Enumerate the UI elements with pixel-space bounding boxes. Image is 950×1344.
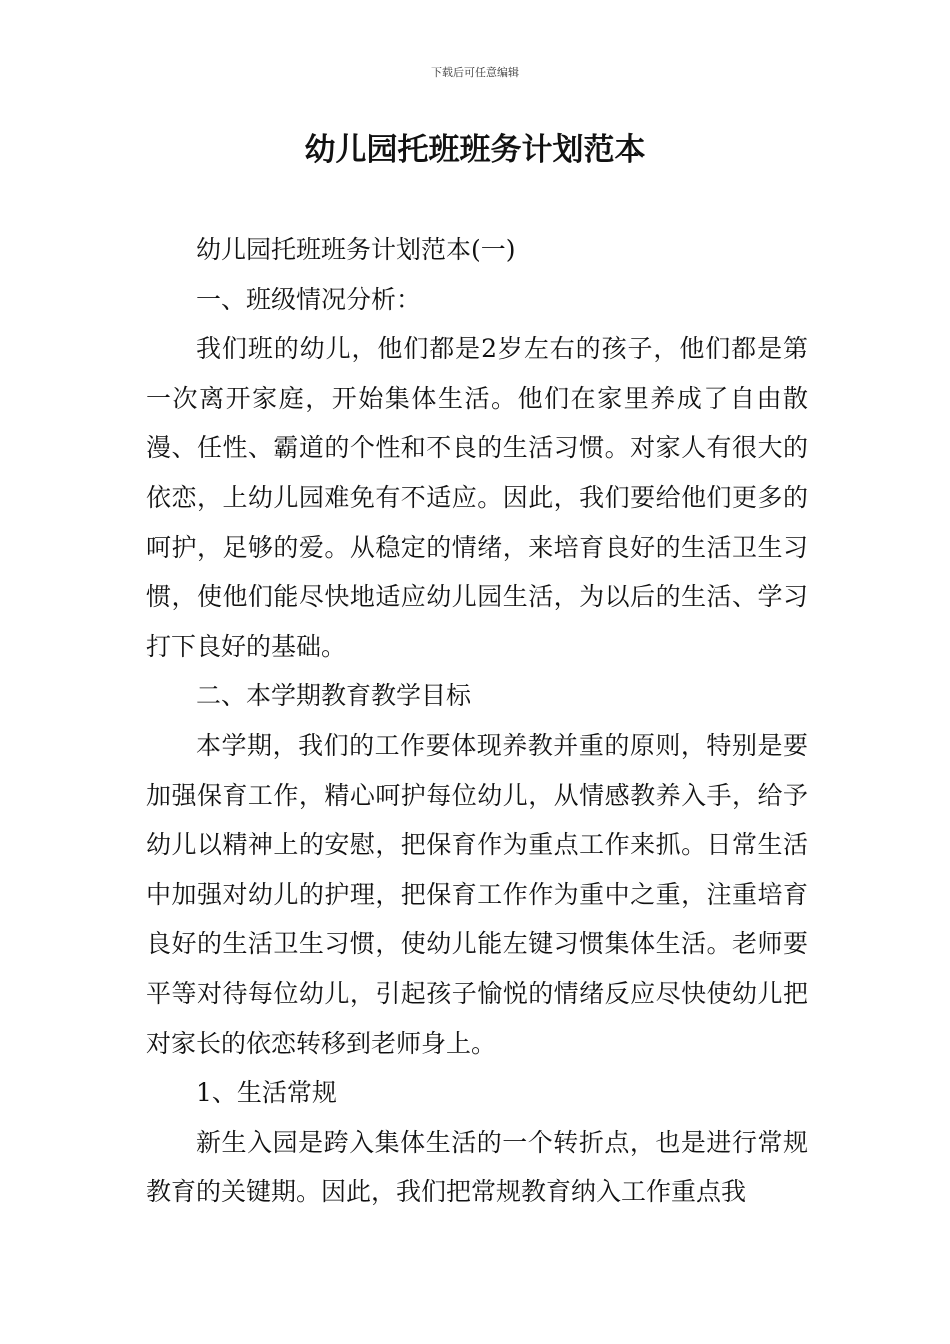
body-paragraph: 本学期，我们的工作要体现养教并重的原则，特别是要加强保育工作，精心呵护每位幼儿，从情感教养入手，给予幼儿以精神上的安慰，把保育作为重点工作来抓。日常生活中加强对幼儿的护理，把保育工作作为重中之重，注重培育良好的生活卫生习惯，使幼儿能左键习惯集体生活。老师要平等对待每位幼儿，引起孩子愉悦的情绪反应尽快使幼儿把对家长的依恋转移到老师身上。 — [146, 730, 808, 1058]
document-body — [146, 225, 808, 1217]
body-paragraph: 新生入园是跨入集体生活的一个转折点，也是进行常规教育的关键期。因此，我们把常规教育纳入工作重点我 — [146, 1127, 808, 1207]
body-paragraph: 我们班的幼儿，他们都是2岁左右的孩子，他们都是第一次离开家庭，开始集体生活。他们在家里养成了自由散漫、任性、霸道的个性和不良的生活习惯。对家人有很大的依恋，上幼儿园难免有不适应。因此，我们要给他们更多的呵护，足够的爱。从稳定的情绪，来培育良好的生活卫生习惯，使他们能尽快地适应幼儿园生活，为以后的生活、学习打下良好的基础。 — [146, 334, 808, 661]
subtitle-paragraph: 幼儿园托班班务计划范本(一) — [196, 235, 516, 264]
document-title: 幼儿园托班班务计划范本 — [304, 132, 646, 168]
page-header-note: 下载后可任意编辑 — [431, 66, 519, 79]
section-heading-life-routine: 1、生活常规 — [196, 1078, 337, 1108]
section-heading-teaching-goals: 二、本学期教育教学目标 — [196, 681, 472, 711]
section-heading-class-analysis: 一、班级情况分析： — [196, 284, 422, 314]
